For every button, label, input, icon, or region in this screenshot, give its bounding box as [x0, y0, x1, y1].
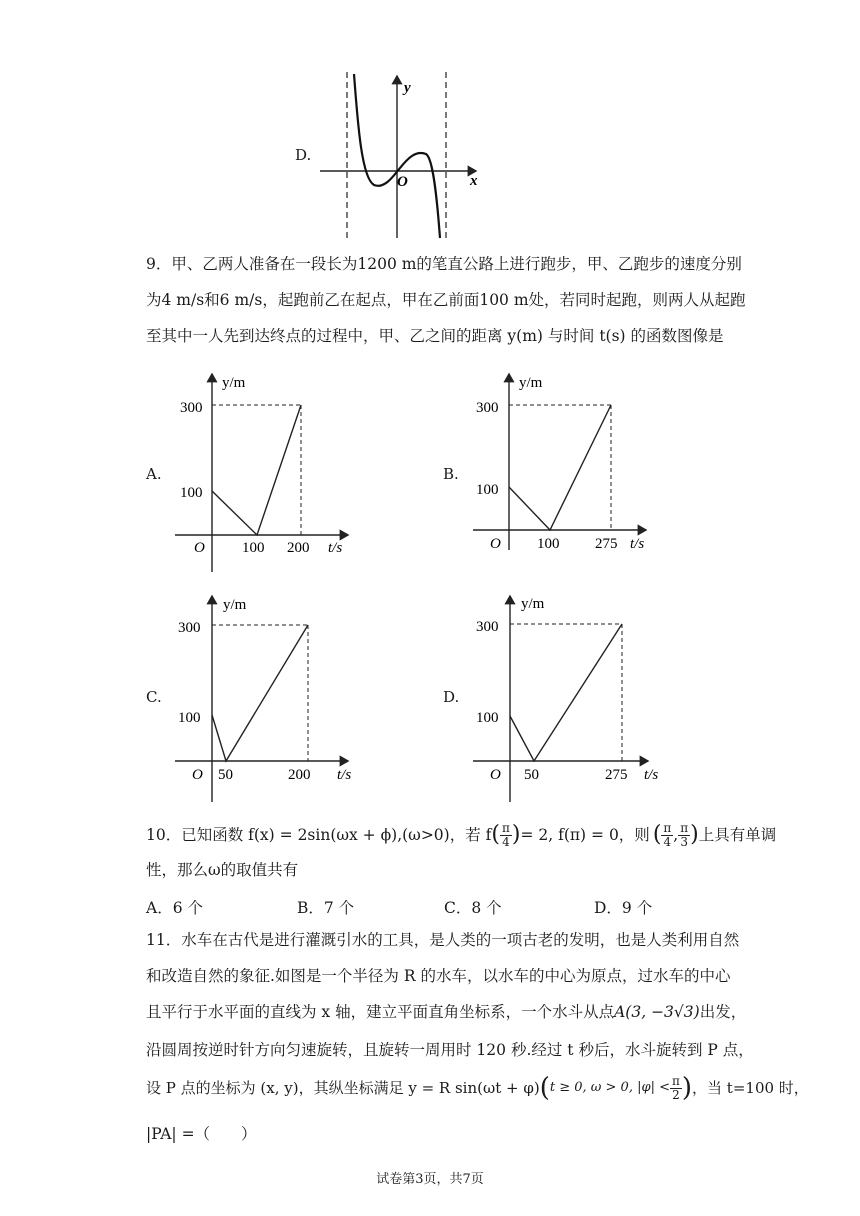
q9-graph-b-origin: O	[490, 536, 501, 552]
q9-graph-c-x-tick-1: 50	[218, 767, 233, 783]
q11-line2: 和改造自然的象征.如图是一个半径为 R 的水车，以水车的中心为原点，过水车的中心	[146, 967, 731, 985]
q9-graph-c-y-tick-100: 100	[178, 710, 201, 726]
q10-option-d: D．9 个	[594, 899, 653, 917]
q9-graph-a-y-tick-100: 100	[180, 485, 203, 501]
q9-graph-b-x-tick-2: 275	[595, 536, 618, 552]
q9-line1: 9．甲、乙两人准备在一段长为1200 m的笔直公路上进行跑步，甲、乙跑步的速度分别	[146, 255, 742, 273]
q9-graph-d-origin: O	[490, 767, 501, 783]
q9-graph-d-x-tick-2: 275	[605, 767, 628, 783]
q9-graph-d-y-tick-300: 300	[476, 619, 499, 635]
q8-option-d-graph	[316, 68, 486, 240]
q9-graph-b-y-tick-300: 300	[476, 400, 499, 416]
q10-option-b: B．7 个	[297, 899, 355, 917]
q9-graph-d-line	[510, 624, 622, 761]
q9-graph-b-x-tick-1: 100	[537, 536, 560, 552]
q11-line4: 沿圆周按逆时针方向匀速旋转，且旋转一周用时 120 秒.经过 t 秒后，水斗旋转到 P 点，	[146, 1041, 754, 1059]
q9-graph-c-origin: O	[192, 767, 203, 783]
q9-graph-a-line	[212, 405, 301, 535]
q9-graph-c-line	[212, 625, 308, 761]
q8-x-label: x	[470, 173, 478, 189]
q11-line1: 11．水车在古代是进行灌溉引水的工具，是人类的一项古老的发明，也是人类利用自然	[146, 931, 740, 949]
q9-option-b-label: B.	[443, 465, 459, 483]
q9-line2: 为4 m/s和6 m/s，起跑前乙在起点，甲在乙前面100 m处，若同时起跑，则两人从起跑	[146, 291, 746, 309]
q10-part3: 上具有单调	[698, 826, 777, 844]
q11-line6: |PA| =（ ）	[146, 1125, 257, 1143]
q10-frac-pi-4b: $\frac{\pi}{4}$	[663, 820, 672, 849]
q9-graph-d-y-tick-100: 100	[476, 710, 499, 726]
q10-frac-pi-3: $\frac{\pi}{3}$	[680, 820, 689, 849]
q9-graph-a-y-tick-300: 300	[180, 400, 203, 416]
q9-graph-b-x-axis-label: t/s	[630, 536, 645, 552]
q8-option-d-label: D.	[295, 146, 312, 164]
q9-graph-a	[170, 370, 370, 575]
q10-option-a: A．6 个	[146, 899, 203, 917]
q10-frac-pi-4: $\frac{\pi}{4}$	[501, 820, 510, 849]
q10-line1: 10．已知函数 f(x) = 2sin(ωx + ϕ),(ω>0)，若 f ( $\frac{\pi}{4}$ ) = 2, f(π) = 0，则 ( $\frac{\pi}{4}$ , $\frac{\pi}{3}$ ) 上具有单调	[146, 820, 777, 849]
q9-graph-a-x-tick-1: 100	[242, 540, 265, 556]
q11-line3: 且平行于水平面的直线为 x 轴，建立平面直角坐标系，一个水斗从点A(3, −3√3)出发，	[146, 1003, 747, 1021]
q10-part1: 10．已知函数 f(x) = 2sin(ωx + ϕ),(ω>0)，若 f	[146, 826, 492, 844]
page-footer: 试卷第3页，共7页	[376, 1172, 484, 1187]
q9-line3: 至其中一人先到达终点的过程中，甲、乙之间的距离 y(m) 与时间 t(s) 的函数图像是	[146, 327, 724, 345]
q9-graph-b-y-tick-100: 100	[476, 482, 499, 498]
q9-graph-d-x-axis-label: t/s	[644, 767, 659, 783]
q9-option-d-label: D.	[443, 688, 460, 706]
q9-graph-b	[468, 370, 668, 575]
q10-option-c: C．8 个	[444, 899, 502, 917]
q8-y-label: y	[404, 80, 411, 96]
q9-graph-c-x-axis-label: t/s	[337, 767, 352, 783]
q11-line5: 设 P 点的坐标为 (x, y)，其纵坐标满足 y = R sin(ωt + φ) ( t ≥ 0, ω > 0, |φ| < $\frac{\pi}{2}$ ) ，当 t=100 时，	[146, 1073, 809, 1103]
q11-frac-pi-2: $\frac{\pi}{2}$	[671, 1073, 680, 1102]
q11-point-a: A(3, −3√3)	[614, 1003, 700, 1021]
q9-graph-c-y-tick-300: 300	[178, 620, 201, 636]
q8-origin-label: O	[397, 174, 408, 190]
q9-graph-c	[170, 592, 370, 804]
q9-graph-c-x-tick-2: 200	[288, 767, 311, 783]
q9-graph-d-y-axis-label: y/m	[521, 596, 545, 612]
q10-line2: 性，那么ω的取值共有	[146, 861, 299, 879]
q9-graph-a-x-axis-label: t/s	[328, 540, 343, 556]
q9-graph-d-x-tick-1: 50	[524, 767, 539, 783]
q9-graph-d	[468, 592, 673, 804]
q9-option-c-label: C.	[146, 688, 162, 706]
q9-option-a-label: A.	[146, 465, 162, 483]
q9-graph-b-line	[509, 405, 611, 530]
q9-graph-a-y-axis-label: y/m	[222, 375, 246, 391]
q10-part2: = 2, f(π) = 0，则	[520, 826, 650, 844]
q9-graph-a-origin: O	[194, 540, 205, 556]
q9-graph-a-x-tick-2: 200	[287, 540, 310, 556]
q9-graph-c-y-axis-label: y/m	[223, 597, 247, 613]
q9-graph-b-y-axis-label: y/m	[519, 375, 543, 391]
